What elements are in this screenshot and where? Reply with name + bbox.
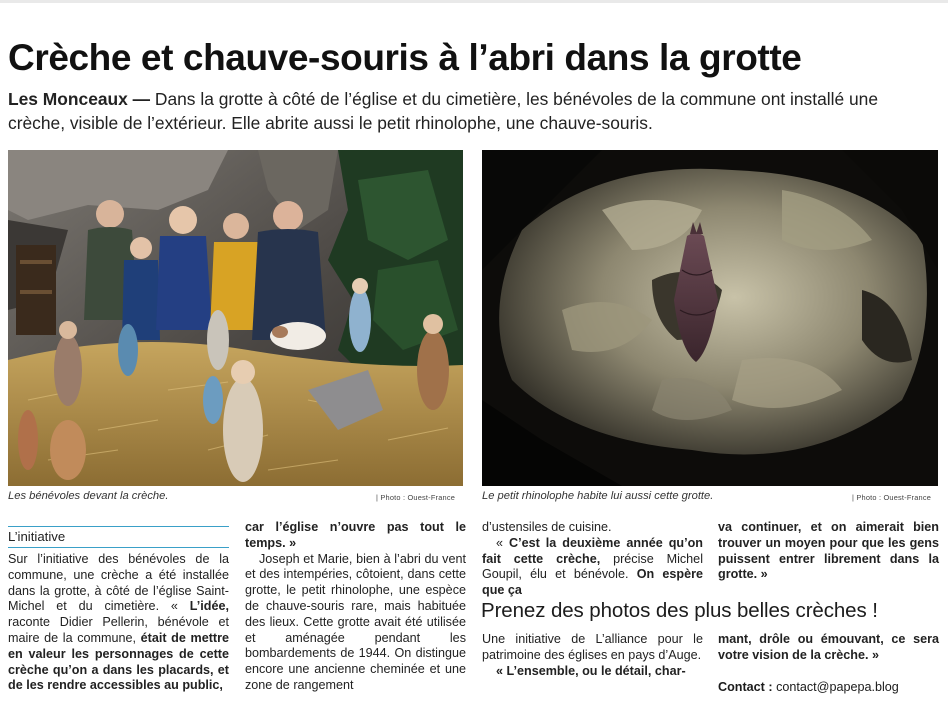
credit-left: | Photo : Ouest-France [376,493,456,502]
lede [8,87,938,135]
sidebar-column-1 [482,632,703,679]
caption-right: Le petit rhinolophe habite lui aussi cette grotte. [482,490,714,502]
column-2-quote-end: car l’église n’ouvre pas tout le temps. » [245,520,466,550]
column-1-paragraph [8,552,229,694]
nativity-photo-illustration [8,150,463,486]
headline: Crèche et chauve-souris à l’abri dans la grotte [8,37,802,78]
column-3-paragraph [482,536,703,599]
sidebar-title: Prenez des photos des plus belles crèches ! [481,599,878,622]
column-2-paragraph: Joseph et Marie, bien à l’abri du vent et des intempéries, côtoient, dans cette grotte, le petit rhinolophe, une espèce de chauve-souris rare, mais habituée des lieux. Cette grotte avait été utilisée et aménagée pendant les bombardements de 1944. On distingue encore une ancienne cheminée et une zone de rangement [245,551,466,692]
lede-text: Dans la grotte à côté de l’église et du cimetière, les bénévoles de la commune ont installé une crèche, visible de l’extérieur. Elle abrite aussi le petit rhinolophe, une chauve-souris. [8,89,879,133]
contact-line [718,680,899,696]
credit-right: | Photo : Ouest-France [852,493,932,502]
column-1-run-1: L’idée, [189,599,229,614]
contact-label: Contact : [718,680,773,694]
article-column-4 [718,520,939,583]
article-column-3 [482,520,703,599]
column-3-run-2: précise Michel Goupil, élu et bénévole. [482,551,703,582]
column-1-run-0: Sur l’initiative des bénévoles de la commune, une crèche a été installée dans la grotte, à côté de l’église Saint-Michel et du cimetière. « [8,552,229,614]
bat-photo-illustration [482,150,938,486]
photo-nativity [8,150,463,486]
article-column-1 [8,552,229,694]
column-3-run-3: On espère que ça [482,567,703,598]
section-heading-initiative: L’initiative [8,526,229,548]
column-3-run-1: C’est la deuxième année qu’on fait cette crèche, [482,535,703,566]
photo-bat [482,150,938,486]
column-3-run-0: « [496,535,509,550]
article-column-2 [245,520,466,694]
sidebar-intro: Une initiative de L’alliance pour le patrimoine des églises en pays d’Auge. [482,632,703,662]
top-rule [0,0,948,3]
caption-left: Les bénévoles devant la crèche. [8,490,169,502]
contact-email[interactable]: contact@papepa.blog [772,680,899,694]
lede-place: Les Monceaux — [8,89,151,109]
sidebar-quote-start: « L’ensemble, ou le détail, char- [496,663,686,678]
column-1-run-3: était de mettre en valeur les personnages de cette crèche qu’on a dans les placards, et de les rendre accessibles au public, [8,630,229,693]
column-4-quote: va continuer, et on aimerait bien trouver un moyen pour que les gens puissent entrer librement dans la grotte. » [718,520,939,582]
sidebar-quote-end: mant, drôle ou émouvant, ce sera votre vision de la crèche. » [718,632,939,662]
sidebar-column-2 [718,632,939,664]
column-1-run-2: raconte Didier Pellerin, bénévole et maire de la commune, [8,615,229,645]
column-3-continuation: d’ustensiles de cuisine. [482,520,612,534]
